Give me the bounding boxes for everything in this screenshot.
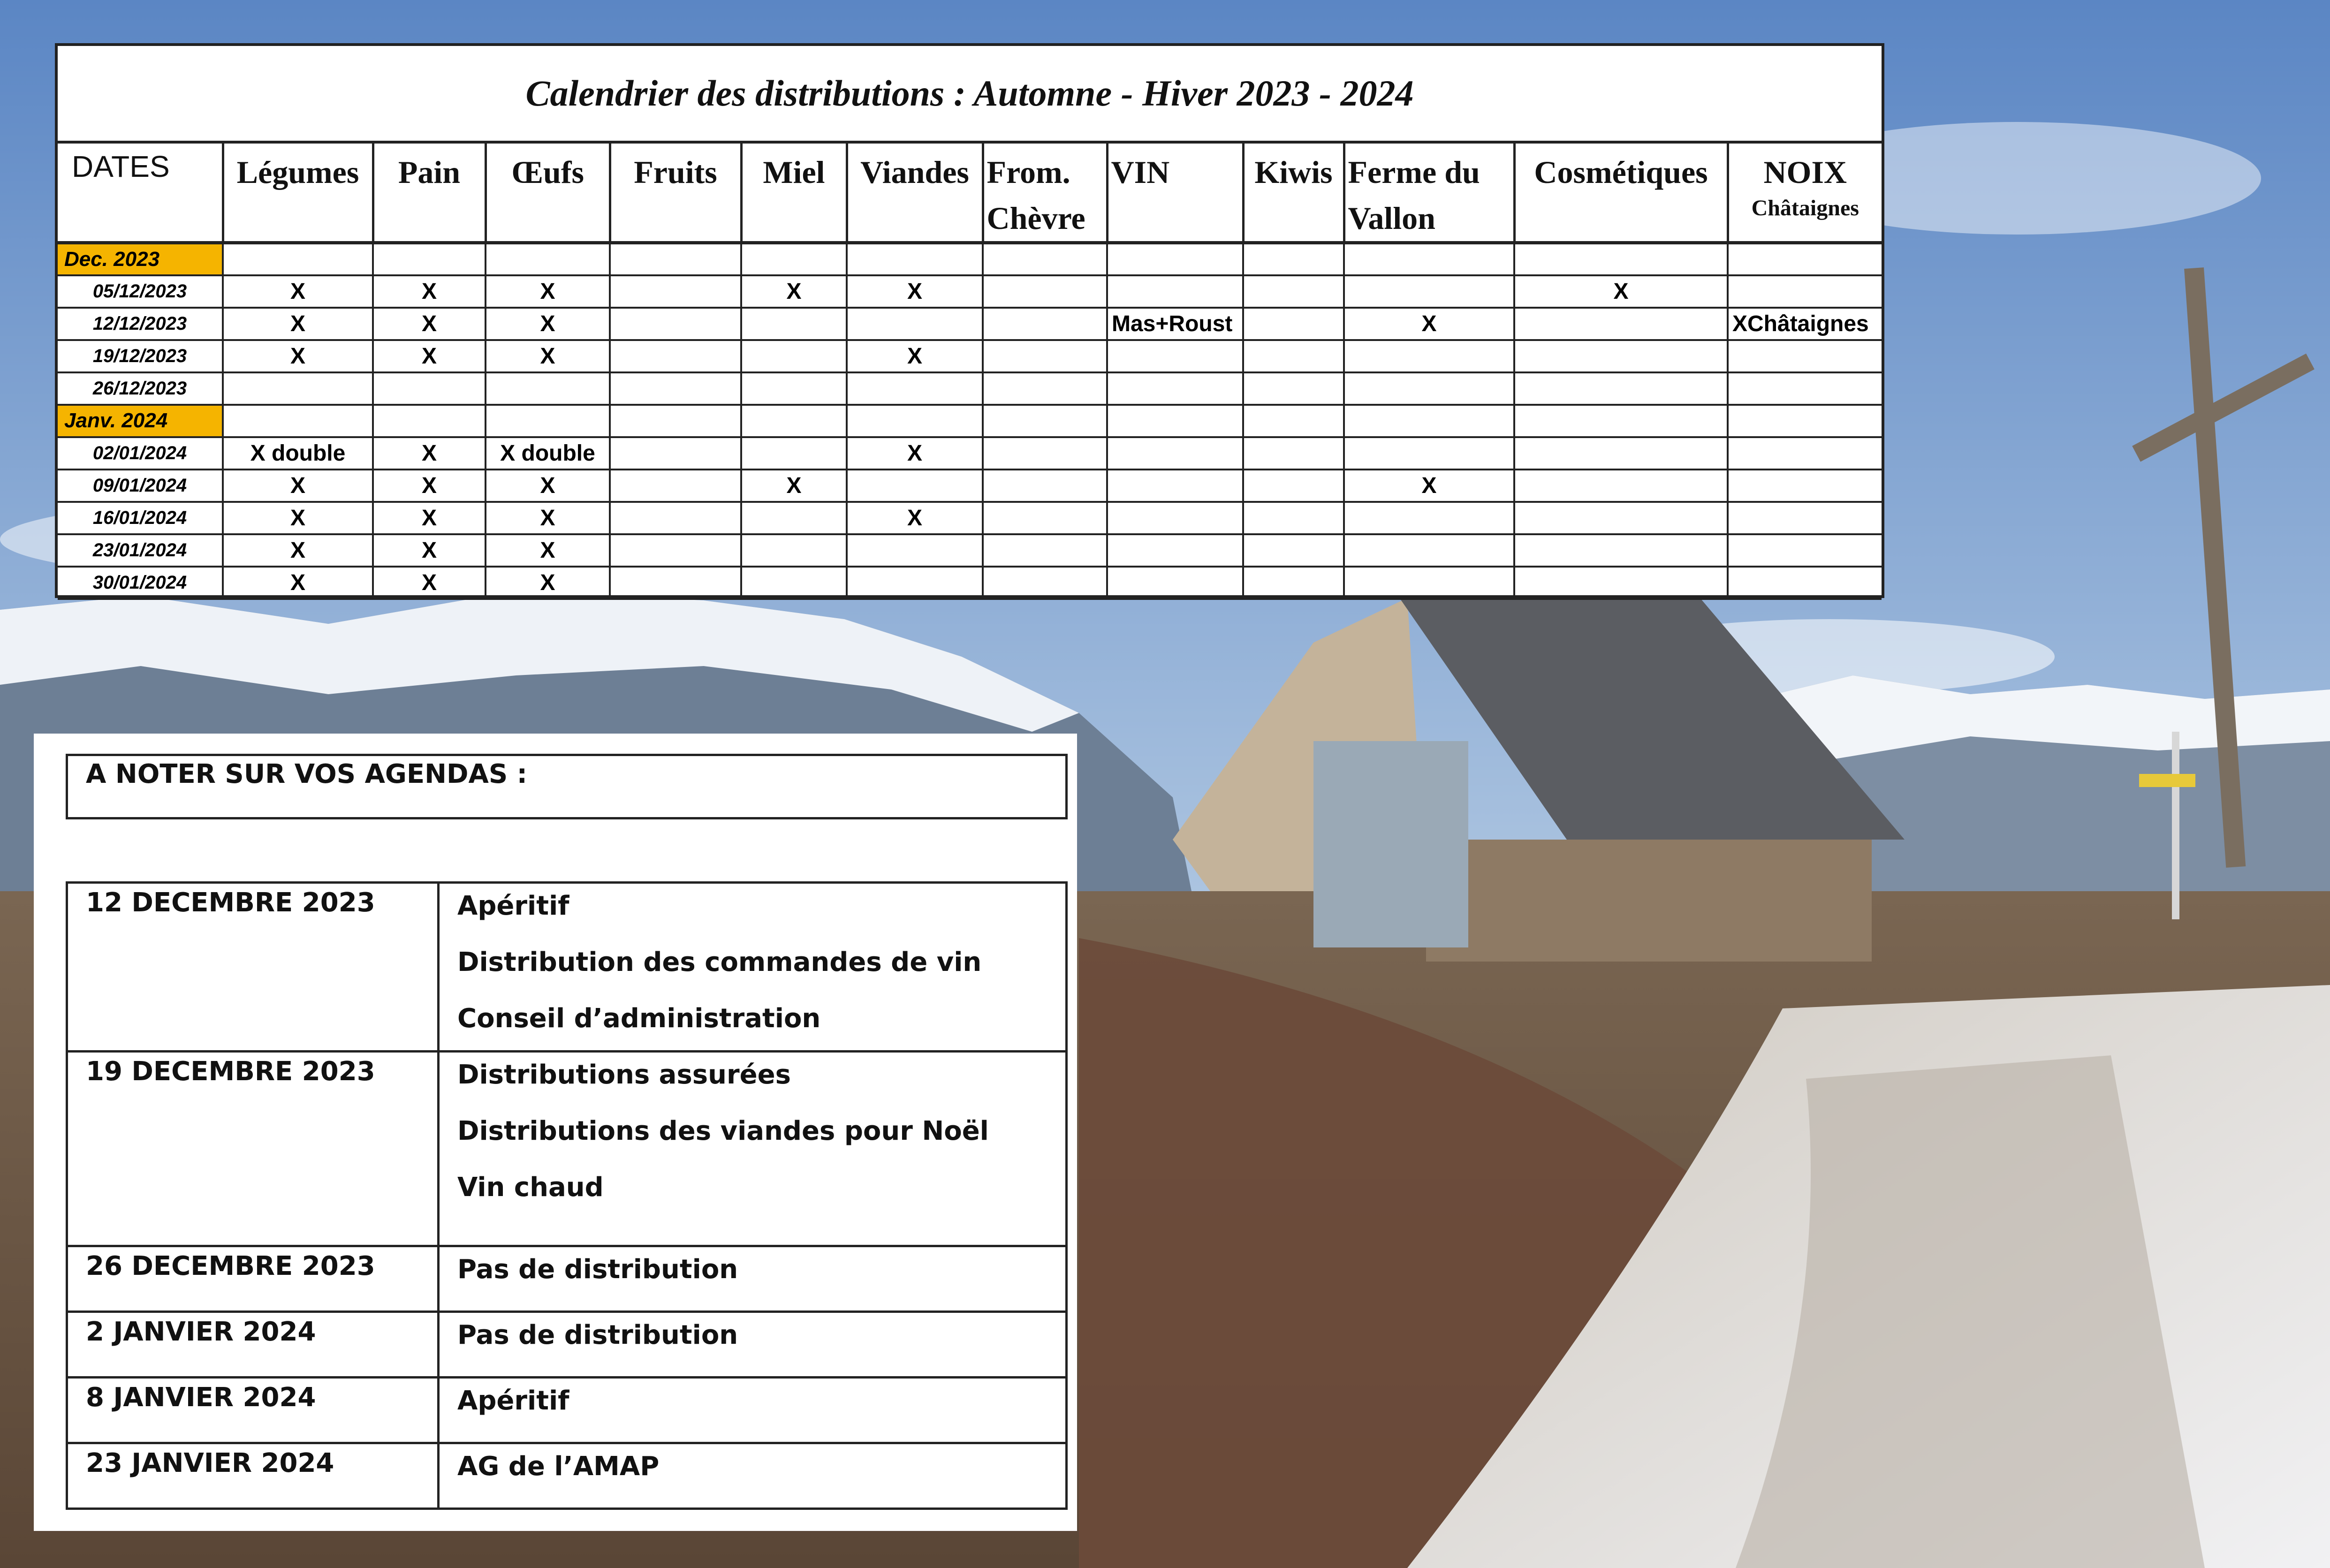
cell-cosmetiques xyxy=(1514,340,1728,372)
empty-cell xyxy=(373,243,486,275)
cell-miel xyxy=(741,534,847,567)
cell-ferme xyxy=(1344,502,1514,534)
distribution-calendar xyxy=(55,43,1884,598)
cell-fromage xyxy=(983,372,1107,405)
cell-miel xyxy=(741,308,847,340)
table-row xyxy=(58,437,1882,470)
empty-cell xyxy=(1728,243,1882,275)
empty-cell xyxy=(741,405,847,437)
agenda-date: 12 DECEMBRE 2023 xyxy=(67,883,439,1052)
cell-vin: Mas+Roust xyxy=(1107,308,1243,340)
empty-cell xyxy=(1344,243,1514,275)
cell-viandes xyxy=(847,470,983,502)
empty-cell xyxy=(486,243,610,275)
table-row xyxy=(58,534,1882,567)
cell-viandes: X xyxy=(847,502,983,534)
cell-fruits xyxy=(610,567,741,599)
cell-cosmetiques xyxy=(1514,437,1728,470)
cell-pain xyxy=(373,372,486,405)
cell-ferme xyxy=(1344,275,1514,308)
col-header-ferme: Ferme du Vallon xyxy=(1344,144,1514,243)
month-label: Janv. 2024 xyxy=(58,405,223,437)
date-cell: 16/01/2024 xyxy=(58,502,223,534)
cell-vin xyxy=(1107,567,1243,599)
table-row xyxy=(58,502,1882,534)
cell-cosmetiques xyxy=(1514,567,1728,599)
cell-kiwis xyxy=(1243,308,1344,340)
cell-pain: X xyxy=(373,534,486,567)
agenda-item: Apéritif xyxy=(457,1386,569,1416)
agenda-table xyxy=(66,881,1068,1510)
cell-noix: XChâtaignes xyxy=(1728,308,1882,340)
cell-viandes xyxy=(847,372,983,405)
date-cell: 05/12/2023 xyxy=(58,275,223,308)
cell-oeufs: X xyxy=(486,470,610,502)
cell-kiwis xyxy=(1243,567,1344,599)
agenda-row xyxy=(67,1443,1067,1509)
agenda-notice xyxy=(34,734,1077,1531)
col-header-cosmetiques: Cosmétiques xyxy=(1514,144,1728,243)
cell-legumes: X xyxy=(223,502,373,534)
table-row xyxy=(58,340,1882,372)
table-row xyxy=(58,372,1882,405)
cell-oeufs: X xyxy=(486,534,610,567)
agenda-date: 2 JANVIER 2024 xyxy=(67,1312,439,1378)
empty-cell xyxy=(847,405,983,437)
cell-fruits xyxy=(610,275,741,308)
empty-cell xyxy=(741,243,847,275)
cell-noix xyxy=(1728,372,1882,405)
cell-legumes xyxy=(223,372,373,405)
cell-legumes: X xyxy=(223,470,373,502)
cell-ferme xyxy=(1344,340,1514,372)
empty-cell xyxy=(1107,243,1243,275)
cell-viandes: X xyxy=(847,437,983,470)
agenda-row xyxy=(67,1378,1067,1443)
agenda-date: 19 DECEMBRE 2023 xyxy=(67,1052,439,1246)
cell-fromage xyxy=(983,308,1107,340)
col-header-kiwis: Kiwis xyxy=(1243,144,1344,243)
empty-cell xyxy=(1728,405,1882,437)
agenda-item: Pas de distribution xyxy=(457,1320,738,1350)
cell-miel xyxy=(741,340,847,372)
cell-kiwis xyxy=(1243,534,1344,567)
agenda-items xyxy=(439,1378,1067,1443)
date-cell: 09/01/2024 xyxy=(58,470,223,502)
cell-noix xyxy=(1728,340,1882,372)
cell-viandes xyxy=(847,567,983,599)
agenda-row xyxy=(67,883,1067,1052)
col-header-fruits: Fruits xyxy=(610,144,741,243)
cell-vin xyxy=(1107,470,1243,502)
date-cell: 30/01/2024 xyxy=(58,567,223,599)
cell-fruits xyxy=(610,470,741,502)
cell-ferme: X xyxy=(1344,470,1514,502)
table-row xyxy=(58,470,1882,502)
cell-oeufs: X xyxy=(486,502,610,534)
month-row xyxy=(58,243,1882,275)
cell-miel xyxy=(741,372,847,405)
agenda-item: Vin chaud xyxy=(457,1172,604,1203)
empty-cell xyxy=(1514,405,1728,437)
cell-fruits xyxy=(610,502,741,534)
cell-noix xyxy=(1728,275,1882,308)
table-row xyxy=(58,275,1882,308)
cell-pain: X xyxy=(373,275,486,308)
col-header-viandes: Viandes xyxy=(847,144,983,243)
cell-cosmetiques xyxy=(1514,308,1728,340)
cell-legumes: X double xyxy=(223,437,373,470)
agenda-date: 23 JANVIER 2024 xyxy=(67,1443,439,1509)
empty-cell xyxy=(486,405,610,437)
cell-pain: X xyxy=(373,308,486,340)
cell-cosmetiques xyxy=(1514,534,1728,567)
empty-cell xyxy=(1243,405,1344,437)
empty-cell xyxy=(373,405,486,437)
cell-oeufs xyxy=(486,372,610,405)
cell-legumes: X xyxy=(223,308,373,340)
empty-cell xyxy=(223,243,373,275)
cell-fromage xyxy=(983,437,1107,470)
table-row xyxy=(58,567,1882,599)
cell-oeufs: X xyxy=(486,275,610,308)
date-cell: 26/12/2023 xyxy=(58,372,223,405)
cell-legumes: X xyxy=(223,534,373,567)
empty-cell xyxy=(610,243,741,275)
col-header-vin: VIN xyxy=(1107,144,1243,243)
date-cell: 02/01/2024 xyxy=(58,437,223,470)
agenda-item: Conseil d’administration xyxy=(457,1003,821,1034)
cell-viandes xyxy=(847,308,983,340)
col-header-oeufs: Œufs xyxy=(486,144,610,243)
empty-cell xyxy=(610,405,741,437)
cell-pain: X xyxy=(373,340,486,372)
cell-legumes: X xyxy=(223,275,373,308)
col-header-legumes: Légumes xyxy=(223,144,373,243)
empty-cell xyxy=(1514,243,1728,275)
cell-vin xyxy=(1107,275,1243,308)
month-label: Dec. 2023 xyxy=(58,243,223,275)
cell-viandes: X xyxy=(847,275,983,308)
cell-fromage xyxy=(983,567,1107,599)
cell-noix xyxy=(1728,534,1882,567)
cell-oeufs: X xyxy=(486,340,610,372)
cell-cosmetiques xyxy=(1514,502,1728,534)
table-row xyxy=(58,308,1882,340)
empty-cell xyxy=(847,243,983,275)
cell-vin xyxy=(1107,340,1243,372)
cell-fruits xyxy=(610,372,741,405)
cell-pain: X xyxy=(373,567,486,599)
agenda-items xyxy=(439,883,1067,1052)
cell-oeufs: X xyxy=(486,308,610,340)
col-header-noix-sub: Châtaignes xyxy=(1751,196,1859,220)
agenda-date: 8 JANVIER 2024 xyxy=(67,1378,439,1443)
calendar-header-row xyxy=(58,144,1882,243)
col-header-noix-label: NOIX xyxy=(1763,154,1847,190)
cell-kiwis xyxy=(1243,372,1344,405)
col-header-dates: DATES xyxy=(58,144,223,243)
agenda-item: AG de l’AMAP xyxy=(457,1451,660,1482)
cell-ferme xyxy=(1344,437,1514,470)
cell-kiwis xyxy=(1243,502,1344,534)
agenda-item: Pas de distribution xyxy=(457,1254,738,1285)
agenda-body xyxy=(67,883,1067,1509)
cell-cosmetiques xyxy=(1514,372,1728,405)
cell-viandes: X xyxy=(847,340,983,372)
cell-kiwis xyxy=(1243,275,1344,308)
cell-kiwis xyxy=(1243,470,1344,502)
agenda-item: Distributions assurées xyxy=(457,1060,791,1090)
date-cell: 23/01/2024 xyxy=(58,534,223,567)
cell-noix xyxy=(1728,437,1882,470)
cell-miel xyxy=(741,437,847,470)
col-header-miel: Miel xyxy=(741,144,847,243)
agenda-items xyxy=(439,1052,1067,1246)
col-header-noix xyxy=(1728,144,1882,243)
col-header-fromage: From. Chèvre xyxy=(983,144,1107,243)
cell-fromage xyxy=(983,275,1107,308)
cell-oeufs: X xyxy=(486,567,610,599)
agenda-items xyxy=(439,1246,1067,1312)
cell-miel xyxy=(741,567,847,599)
empty-cell xyxy=(1107,405,1243,437)
agenda-row xyxy=(67,1052,1067,1246)
cell-fromage xyxy=(983,502,1107,534)
empty-cell xyxy=(983,405,1107,437)
agenda-row xyxy=(67,1312,1067,1378)
empty-cell xyxy=(1344,405,1514,437)
cell-ferme: X xyxy=(1344,308,1514,340)
cell-kiwis xyxy=(1243,340,1344,372)
cell-ferme xyxy=(1344,567,1514,599)
cell-cosmetiques: X xyxy=(1514,275,1728,308)
empty-cell xyxy=(983,243,1107,275)
cell-vin xyxy=(1107,372,1243,405)
date-cell: 12/12/2023 xyxy=(58,308,223,340)
cell-pain: X xyxy=(373,437,486,470)
cell-noix xyxy=(1728,567,1882,599)
cell-ferme xyxy=(1344,372,1514,405)
cell-oeufs: X double xyxy=(486,437,610,470)
cell-fruits xyxy=(610,308,741,340)
cell-miel: X xyxy=(741,275,847,308)
cell-noix xyxy=(1728,502,1882,534)
agenda-date: 26 DECEMBRE 2023 xyxy=(67,1246,439,1312)
agenda-item: Distributions des viandes pour Noël xyxy=(457,1116,989,1146)
agenda-item: Distribution des commandes de vin xyxy=(457,947,982,977)
cell-fruits xyxy=(610,534,741,567)
cell-legumes: X xyxy=(223,340,373,372)
agenda-header: A NOTER SUR VOS AGENDAS : xyxy=(66,754,1068,819)
agenda-row xyxy=(67,1246,1067,1312)
cell-fromage xyxy=(983,534,1107,567)
month-row xyxy=(58,405,1882,437)
cell-fromage xyxy=(983,470,1107,502)
calendar-body xyxy=(58,243,1882,599)
cell-viandes xyxy=(847,534,983,567)
cell-miel xyxy=(741,502,847,534)
date-cell: 19/12/2023 xyxy=(58,340,223,372)
cell-legumes: X xyxy=(223,567,373,599)
cell-cosmetiques xyxy=(1514,470,1728,502)
agenda-items xyxy=(439,1312,1067,1378)
cell-ferme xyxy=(1344,534,1514,567)
cell-vin xyxy=(1107,437,1243,470)
cell-fruits xyxy=(610,437,741,470)
cell-kiwis xyxy=(1243,437,1344,470)
col-header-pain: Pain xyxy=(373,144,486,243)
cell-vin xyxy=(1107,534,1243,567)
calendar-title: Calendrier des distributions : Automne - Hiver 2023 - 2024 xyxy=(58,46,1882,144)
cell-miel: X xyxy=(741,470,847,502)
cell-fruits xyxy=(610,340,741,372)
cell-fromage xyxy=(983,340,1107,372)
empty-cell xyxy=(1243,243,1344,275)
empty-cell xyxy=(223,405,373,437)
agenda-items xyxy=(439,1443,1067,1509)
agenda-item: Apéritif xyxy=(457,891,569,921)
cell-noix xyxy=(1728,470,1882,502)
cell-pain: X xyxy=(373,470,486,502)
cell-vin xyxy=(1107,502,1243,534)
cell-pain: X xyxy=(373,502,486,534)
calendar-table xyxy=(58,144,1882,600)
